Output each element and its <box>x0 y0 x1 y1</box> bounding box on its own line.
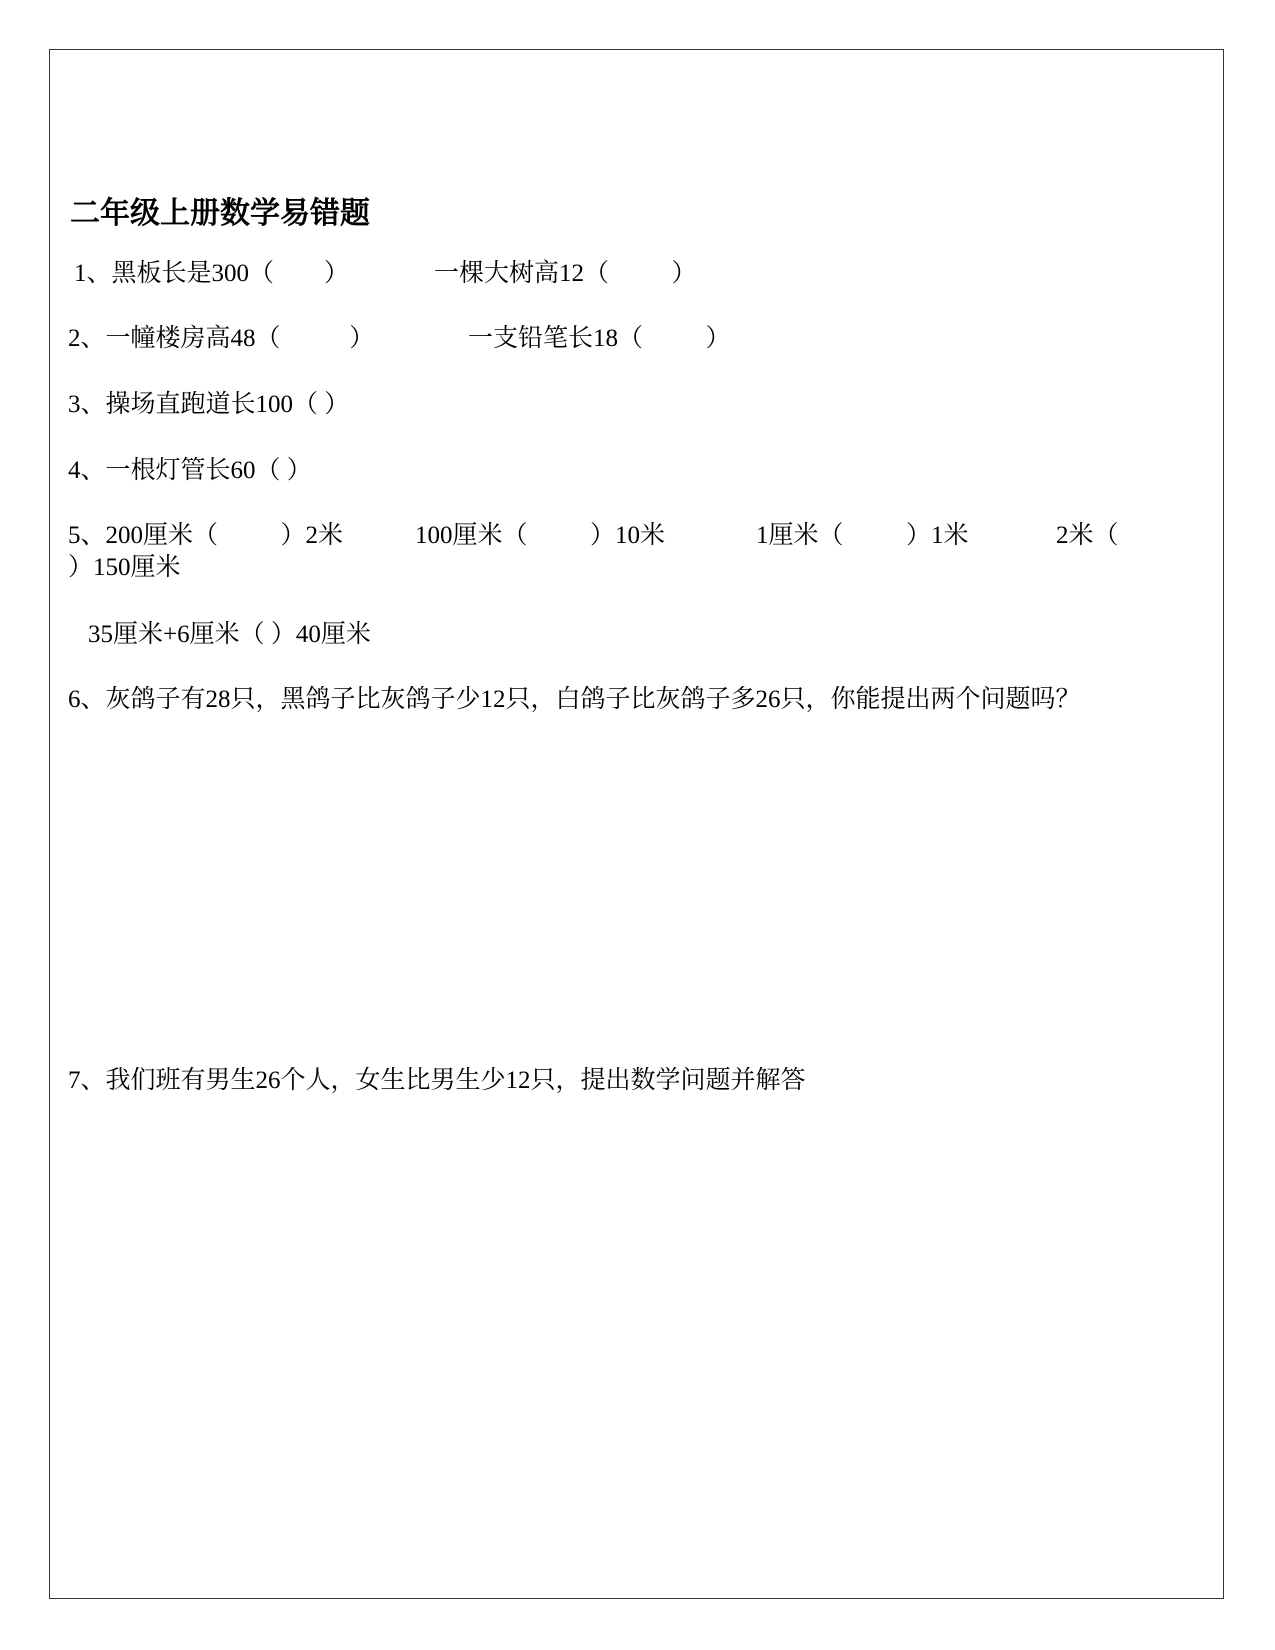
question-2-part-a: 2、一幢楼房高48（ ） <box>68 325 375 352</box>
question-5-part-c: 1厘米（ ）1米 <box>756 522 969 549</box>
question-1-part-b: 一棵大树高12（ ） <box>434 260 697 287</box>
question-2-part-b: 一支铅笔长18（ ） <box>468 325 731 352</box>
question-5-extra: 35厘米+6厘米（ ）40厘米 <box>88 621 371 648</box>
question-7: 7、我们班有男生26个人，女生比男生少12只，提出数学问题并解答 <box>68 1067 806 1094</box>
question-5-continuation: ）150厘米 <box>68 554 181 581</box>
question-4: 4、一根灯管长60（ ） <box>68 457 312 484</box>
question-3: 3、操场直跑道长100（ ） <box>68 391 350 418</box>
question-5-part-a: 5、200厘米（ ）2米 <box>68 522 344 549</box>
question-1 <box>74 258 774 290</box>
question-5-part-b: 100厘米（ ）10米 <box>415 522 666 549</box>
question-5 <box>68 520 1198 552</box>
question-2 <box>68 323 818 355</box>
question-5-part-d: 2米（ <box>1056 522 1119 549</box>
question-6: 6、灰鸽子有28只，黑鸽子比灰鸽子少12只，白鸽子比灰鸽子多26只，你能提出两个问题吗？ <box>68 686 1081 713</box>
question-1-part-a: 1、黑板长是300（ ） <box>74 260 350 287</box>
document-title: 二年级上册数学易错题 <box>70 197 370 230</box>
